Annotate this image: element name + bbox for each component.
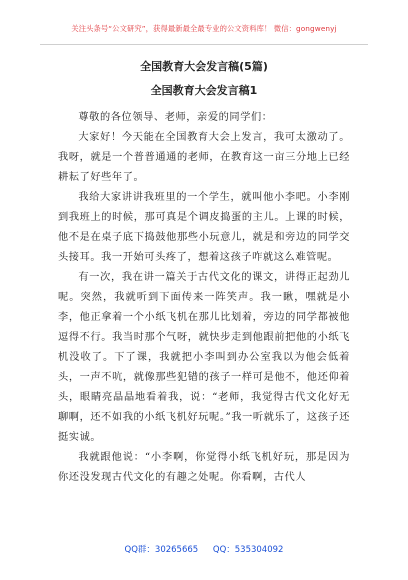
header-divider — [40, 44, 368, 45]
footer-qq-group: QQ群：30265665 — [124, 545, 199, 555]
paragraph: 我就跟他说：“小李啊，你觉得小纸飞机好玩，那是因为你还没发现古代文化的有趣之处呢。你看啊，古代人 — [58, 452, 350, 483]
document-title: 全国教育大会发言稿(5篇) — [140, 60, 268, 73]
paragraph-greeting: 尊敬的各位领导、老师，亲爱的同学们： — [78, 112, 273, 123]
speech-text — [58, 108, 350, 488]
paragraph: 大家好！今天能在全国教育大会上发言，我可太激动了。我呀，就是一个普普通通的老师，在教育这一亩三分地上已经耕耘了好些年了。 — [58, 132, 350, 183]
footer-qq-number: QQ：535304092 — [212, 545, 284, 555]
footer-contact — [0, 543, 408, 555]
document-subtitle: 全国教育大会发言稿1 — [150, 84, 258, 97]
header-promo-note: 关注头条号“公文研究”，获得最新最全最专业的公文资料库！ 微信：gongwenyj — [71, 24, 337, 33]
paragraph: 有一次，我在讲一篇关于古代文化的课文，讲得正起劲儿呢。突然，我就听到下面传来一阵笑声。我一瞅，嘿就是小李，他正拿着一个小纸飞机在那儿比划着，旁边的同学都被他逗得不行。我当时那个气呀，就快步走到他跟前把他的小纸飞机没收了。下了课，我就把小李叫到办公室我以为他会低着头，一声不吭，就像那些犯错的孩子一样可是他不，他还仰着头，眼睛亮晶晶地看着我，说：“老师，我觉得古代文化好无聊啊，还不如我的小纸飞机好玩呢。”我一听就乐了，这孩子还挺实诚。 — [58, 272, 350, 443]
document-body — [58, 60, 350, 488]
paragraph: 我给大家讲讲我班里的一个学生，就叫他小李吧。小李刚到我班上的时候，那可真是个调皮捣蛋的主儿。上课的时候，他不是在桌子底下捣鼓他那些小玩意儿，就是和旁边的同学交头接耳。我一开始可头疼了，想着这孩子咋就这么难管呢。 — [58, 192, 350, 263]
